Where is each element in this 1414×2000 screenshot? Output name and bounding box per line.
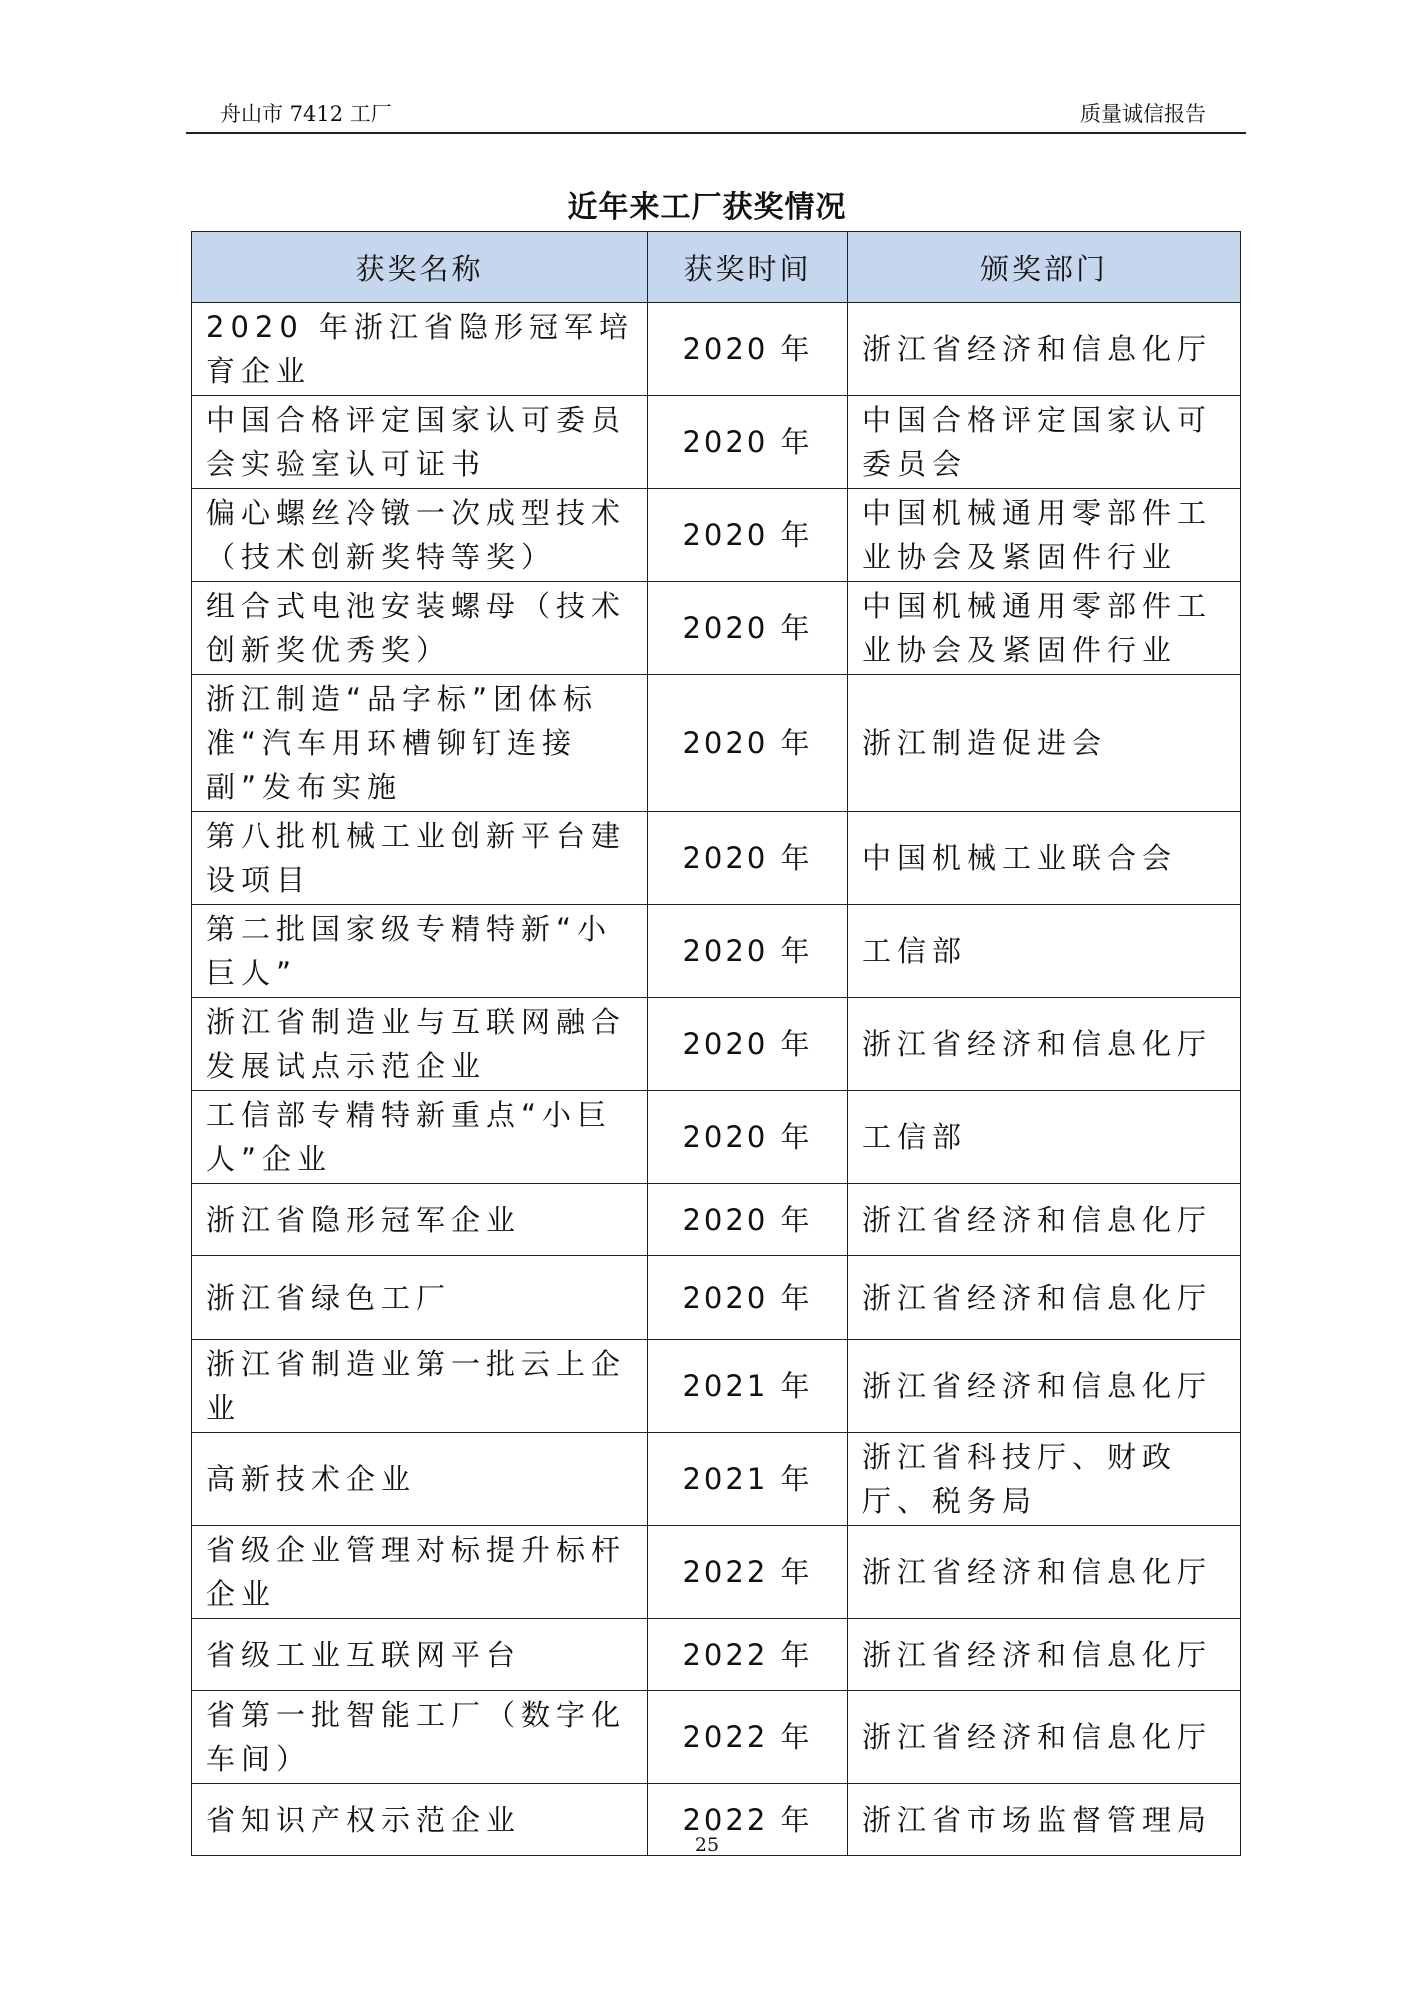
page-header: [186, 96, 1246, 134]
table-row: [192, 905, 1241, 998]
header-company: 舟山市 7412 工厂: [220, 102, 392, 126]
column-header-award-name: 获奖名称: [192, 232, 648, 303]
award-year-cell: 2020 年: [648, 812, 848, 905]
award-name-cell: 浙江省绿色工厂: [192, 1256, 648, 1340]
table-row: [192, 1256, 1241, 1340]
table-row: [192, 1619, 1241, 1691]
issuer-cell: 浙江省经济和信息化厅: [848, 1340, 1241, 1433]
award-year-cell: 2022 年: [648, 1619, 848, 1691]
award-name-cell: 省级企业管理对标提升标杆企业: [192, 1526, 648, 1619]
issuer-cell: 工信部: [848, 1091, 1241, 1184]
table-row: [192, 582, 1241, 675]
award-name-cell: 工信部专精特新重点“小巨人”企业: [192, 1091, 648, 1184]
issuer-cell: 浙江省经济和信息化厅: [848, 1619, 1241, 1691]
award-year-cell: 2022 年: [648, 1691, 848, 1784]
table-row: [192, 812, 1241, 905]
award-year-cell: 2020 年: [648, 489, 848, 582]
column-header-award-year: 获奖时间: [648, 232, 848, 303]
award-name-cell: 组合式电池安装螺母（技术创新奖优秀奖）: [192, 582, 648, 675]
issuer-cell: 浙江省科技厅、财政厅、税务局: [848, 1433, 1241, 1526]
table-row: [192, 1433, 1241, 1526]
table-row: [192, 675, 1241, 812]
issuer-cell: 中国机械通用零部件工业协会及紧固件行业: [848, 489, 1241, 582]
award-name-cell: 浙江省隐形冠军企业: [192, 1184, 648, 1256]
column-header-issuer: 颁奖部门: [848, 232, 1241, 303]
award-year-cell: 2020 年: [648, 1256, 848, 1340]
table-header-row: [192, 232, 1241, 303]
issuer-cell: 中国合格评定国家认可委员会: [848, 396, 1241, 489]
award-year-cell: 2022 年: [648, 1784, 848, 1856]
awards-table: [191, 231, 1241, 1856]
page-title: 近年来工厂获奖情况: [567, 190, 847, 225]
award-name-cell: 偏心螺丝冷镦一次成型技术（技术创新奖特等奖）: [192, 489, 648, 582]
issuer-cell: 浙江省经济和信息化厅: [848, 998, 1241, 1091]
award-year-cell: 2021 年: [648, 1340, 848, 1433]
issuer-cell: 浙江省经济和信息化厅: [848, 303, 1241, 396]
award-year-cell: 2020 年: [648, 303, 848, 396]
award-name-cell: 浙江省制造业第一批云上企业: [192, 1340, 648, 1433]
table-row: [192, 1184, 1241, 1256]
award-name-cell: 浙江省制造业与互联网融合发展试点示范企业: [192, 998, 648, 1091]
award-year-cell: 2020 年: [648, 1091, 848, 1184]
page-number: 25: [694, 1834, 720, 1856]
issuer-cell: 中国机械工业联合会: [848, 812, 1241, 905]
award-name-cell: 省知识产权示范企业: [192, 1784, 648, 1856]
issuer-cell: 工信部: [848, 905, 1241, 998]
table-row: [192, 1526, 1241, 1619]
table-row: [192, 303, 1241, 396]
award-year-cell: 2020 年: [648, 396, 848, 489]
issuer-cell: 浙江省经济和信息化厅: [848, 1691, 1241, 1784]
award-year-cell: 2020 年: [648, 998, 848, 1091]
award-name-cell: 第八批机械工业创新平台建设项目: [192, 812, 648, 905]
header-report-title: 质量诚信报告: [1080, 102, 1206, 126]
table-row: [192, 396, 1241, 489]
issuer-cell: 浙江省经济和信息化厅: [848, 1256, 1241, 1340]
award-name-cell: 2020 年浙江省隐形冠军培育企业: [192, 303, 648, 396]
award-year-cell: 2022 年: [648, 1526, 848, 1619]
award-year-cell: 2021 年: [648, 1433, 848, 1526]
award-year-cell: 2020 年: [648, 1184, 848, 1256]
issuer-cell: 浙江省经济和信息化厅: [848, 1526, 1241, 1619]
table-row: [192, 1091, 1241, 1184]
table-row: [192, 1691, 1241, 1784]
award-name-cell: 高新技术企业: [192, 1433, 648, 1526]
table-row: [192, 489, 1241, 582]
table-row: [192, 1340, 1241, 1433]
award-year-cell: 2020 年: [648, 675, 848, 812]
award-name-cell: 省级工业互联网平台: [192, 1619, 648, 1691]
award-name-cell: 省第一批智能工厂（数字化车间）: [192, 1691, 648, 1784]
issuer-cell: 中国机械通用零部件工业协会及紧固件行业: [848, 582, 1241, 675]
issuer-cell: 浙江省经济和信息化厅: [848, 1184, 1241, 1256]
issuer-cell: 浙江制造促进会: [848, 675, 1241, 812]
award-name-cell: 中国合格评定国家认可委员会实验室认可证书: [192, 396, 648, 489]
award-name-cell: 第二批国家级专精特新“小巨人”: [192, 905, 648, 998]
table-row: [192, 998, 1241, 1091]
award-name-cell: 浙江制造“品字标”团体标准“汽车用环槽铆钉连接副”发布实施: [192, 675, 648, 812]
award-year-cell: 2020 年: [648, 905, 848, 998]
issuer-cell: 浙江省市场监督管理局: [848, 1784, 1241, 1856]
award-year-cell: 2020 年: [648, 582, 848, 675]
